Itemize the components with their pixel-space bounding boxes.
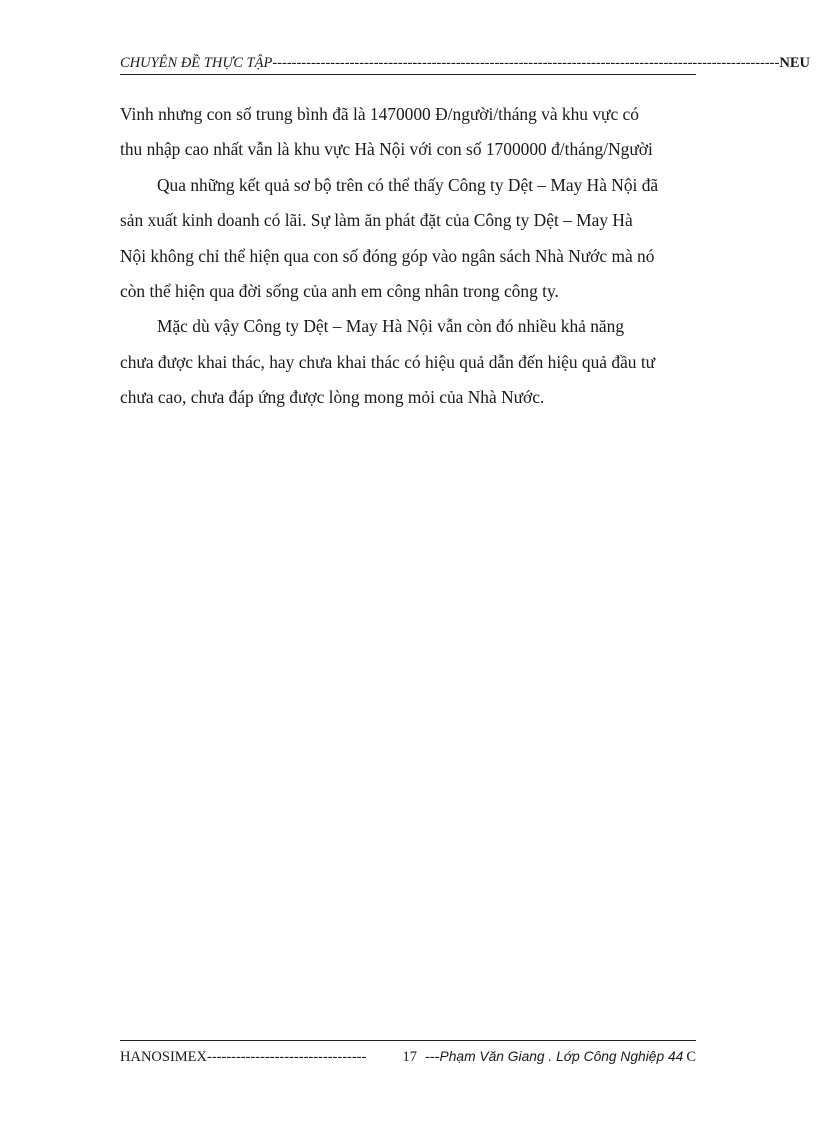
footer-dashes: ---------------------------------: [207, 1049, 367, 1065]
paragraph-line: Vinh nhưng con số trung bình đã là 1470000 Đ/người/tháng và khu vực có: [120, 104, 639, 124]
footer-author: Phạm Văn Giang . Lớp Công Nghiệp 44: [439, 1049, 684, 1064]
page-header: [120, 48, 810, 75]
header-dashes: ---------------------------------------------------------------------------------------------------------: [272, 55, 780, 71]
header-title: CHUYÊN ĐỀ THỰC TẬP: [120, 55, 273, 71]
paragraph-1: [120, 97, 700, 168]
footer-tail: C: [686, 1049, 696, 1065]
paragraph-3: [120, 309, 700, 415]
paragraph-line: Qua những kết quả sơ bộ trên có thể thấy Công ty Dệt – May Hà Nội đã: [157, 174, 659, 195]
body-text: [120, 97, 700, 416]
page-number: 17: [402, 1049, 418, 1065]
paragraph-line: chưa cao, chưa đáp ứng được lòng mong mỏi của Nhà Nước.: [120, 387, 545, 408]
header-right-label: NEU: [779, 55, 810, 71]
paragraph-line: Mặc dù vậy Công ty Dệt – May Hà Nội vẫn còn đó nhiều khả năng: [157, 316, 625, 337]
paragraph-2: [120, 168, 700, 310]
paragraph-line: Nội không chỉ thể hiện qua con số đóng góp vào ngân sách Nhà Nước mà nó: [120, 245, 655, 266]
footer-org: HANOSIMEX: [120, 1049, 207, 1065]
paragraph-line: còn thể hiện qua đời sống của anh em công nhân trong công ty.: [120, 281, 559, 302]
paragraph-line: thu nhập cao nhất vẫn là khu vực Hà Nội với con số 1700000 đ/tháng/Người: [120, 139, 653, 160]
paragraph-line: chưa được khai thác, hay chưa khai thác có hiệu quả dẫn đến hiệu quả đầu tư: [120, 351, 656, 372]
footer-dashes: ---: [425, 1049, 440, 1065]
page-footer: [120, 1040, 696, 1067]
paragraph-line: sản xuất kinh doanh có lãi. Sự làm ăn phát đặt của Công ty Dệt – May Hà: [120, 210, 633, 231]
